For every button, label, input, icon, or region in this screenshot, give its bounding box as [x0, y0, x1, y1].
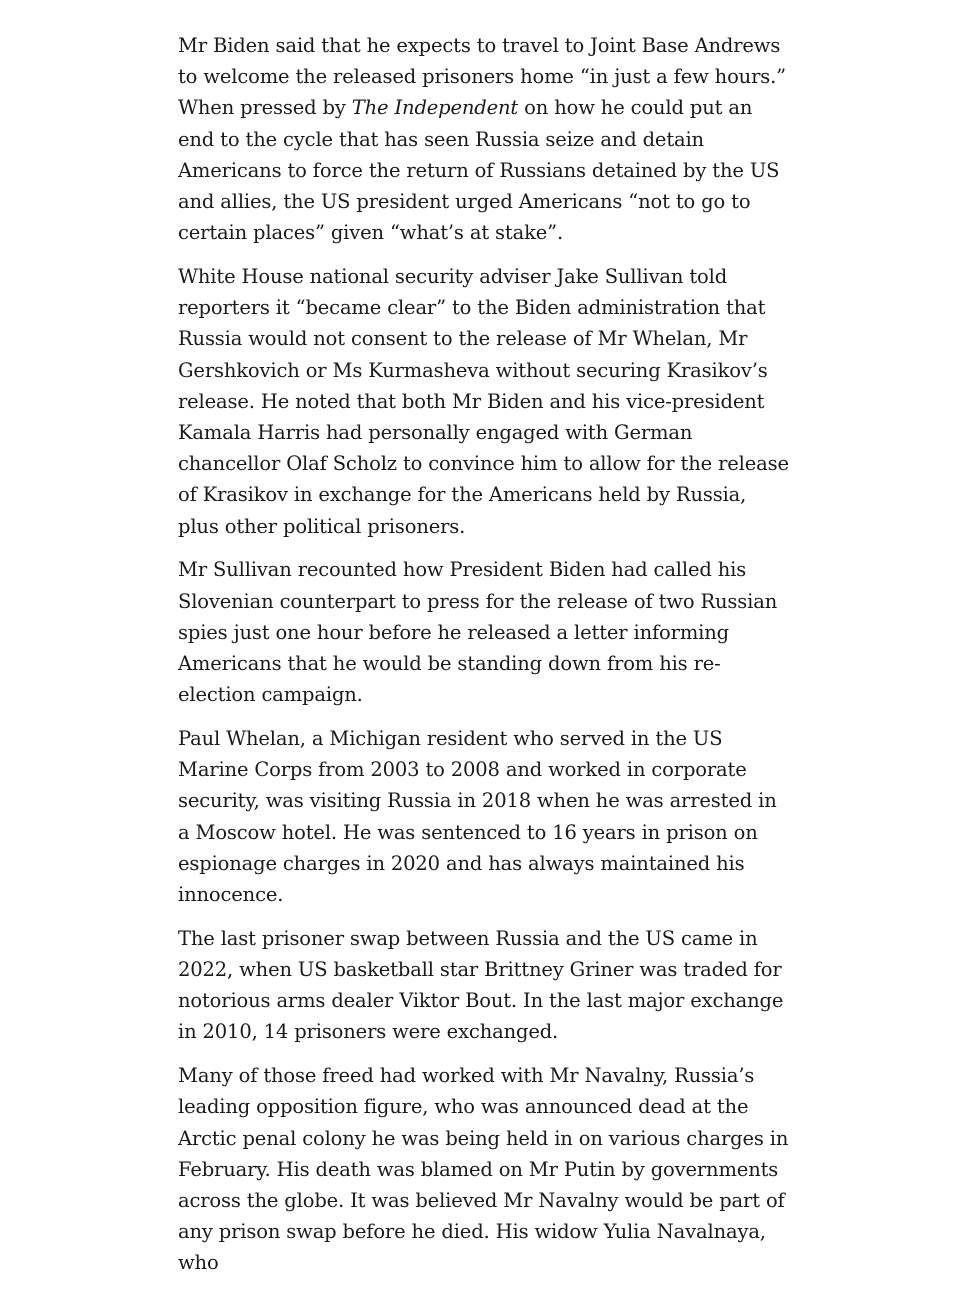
article-paragraph-5: The last prisoner swap between Russia and the US came in 2022, when US basketball star Brittney Griner was traded for notorious arms dealer Viktor Bout. In the last major exchange in 2010, 14 prisoners were exchanged.: [178, 926, 784, 1044]
article-paragraph-3: Mr Sullivan recounted how President Biden had called his Slovenian counterpart to press for the release of two Russian spies just one hour before he released a letter informing Americans that he would be standing down from his re-election campaign.: [178, 558, 778, 707]
paragraph-1-text-after: on how he could put an end to the cycle that has seen Russia seize and detain Americans to force the return of Russians detained by the US and allies, the US president urged Americans “not to go to certain places” given “what’s at stake”.: [178, 96, 780, 245]
article-paragraph-1: [178, 30, 790, 248]
article-paragraph-6: Many of those freed had worked with Mr Navalny, Russia’s leading opposition figure, who was announced dead at the Arctic penal colony he was being held in on various charges in February. His death was blamed on Mr Putin by governments across the globe. It was believed Mr Navalny would be part of any prison swap before he died. His widow Yulia Navalnaya, who: [178, 1064, 789, 1275]
publication-name: The Independent: [351, 96, 519, 120]
article-body: [178, 30, 790, 1291]
paragraph-1-text-before: Mr Biden said that he expects to travel to Joint Base Andrews to welcome the released prisoners home “in just a few hours.” When pressed by: [178, 34, 786, 120]
article-paragraph-2: White House national security adviser Jake Sullivan told reporters it “became clear” to the Biden administration that Russia would not consent to the release of Mr Whelan, Mr Gershkovich or Ms Kurmasheva without securing Krasikov’s release. He noted that both Mr Biden and his vice-president Kamala Harris had personally engaged with German chancellor Olaf Scholz to convince him to allow for the release of Krasikov in exchange for the Americans held by Russia, plus other political prisoners.: [178, 265, 789, 538]
article-paragraph-4: Paul Whelan, a Michigan resident who served in the US Marine Corps from 2003 to 2008 and worked in corporate security, was visiting Russia in 2018 when he was arrested in a Moscow hotel. He was sentenced to 16 years in prison on espionage charges in 2020 and has always maintained his innocence.: [178, 727, 777, 907]
